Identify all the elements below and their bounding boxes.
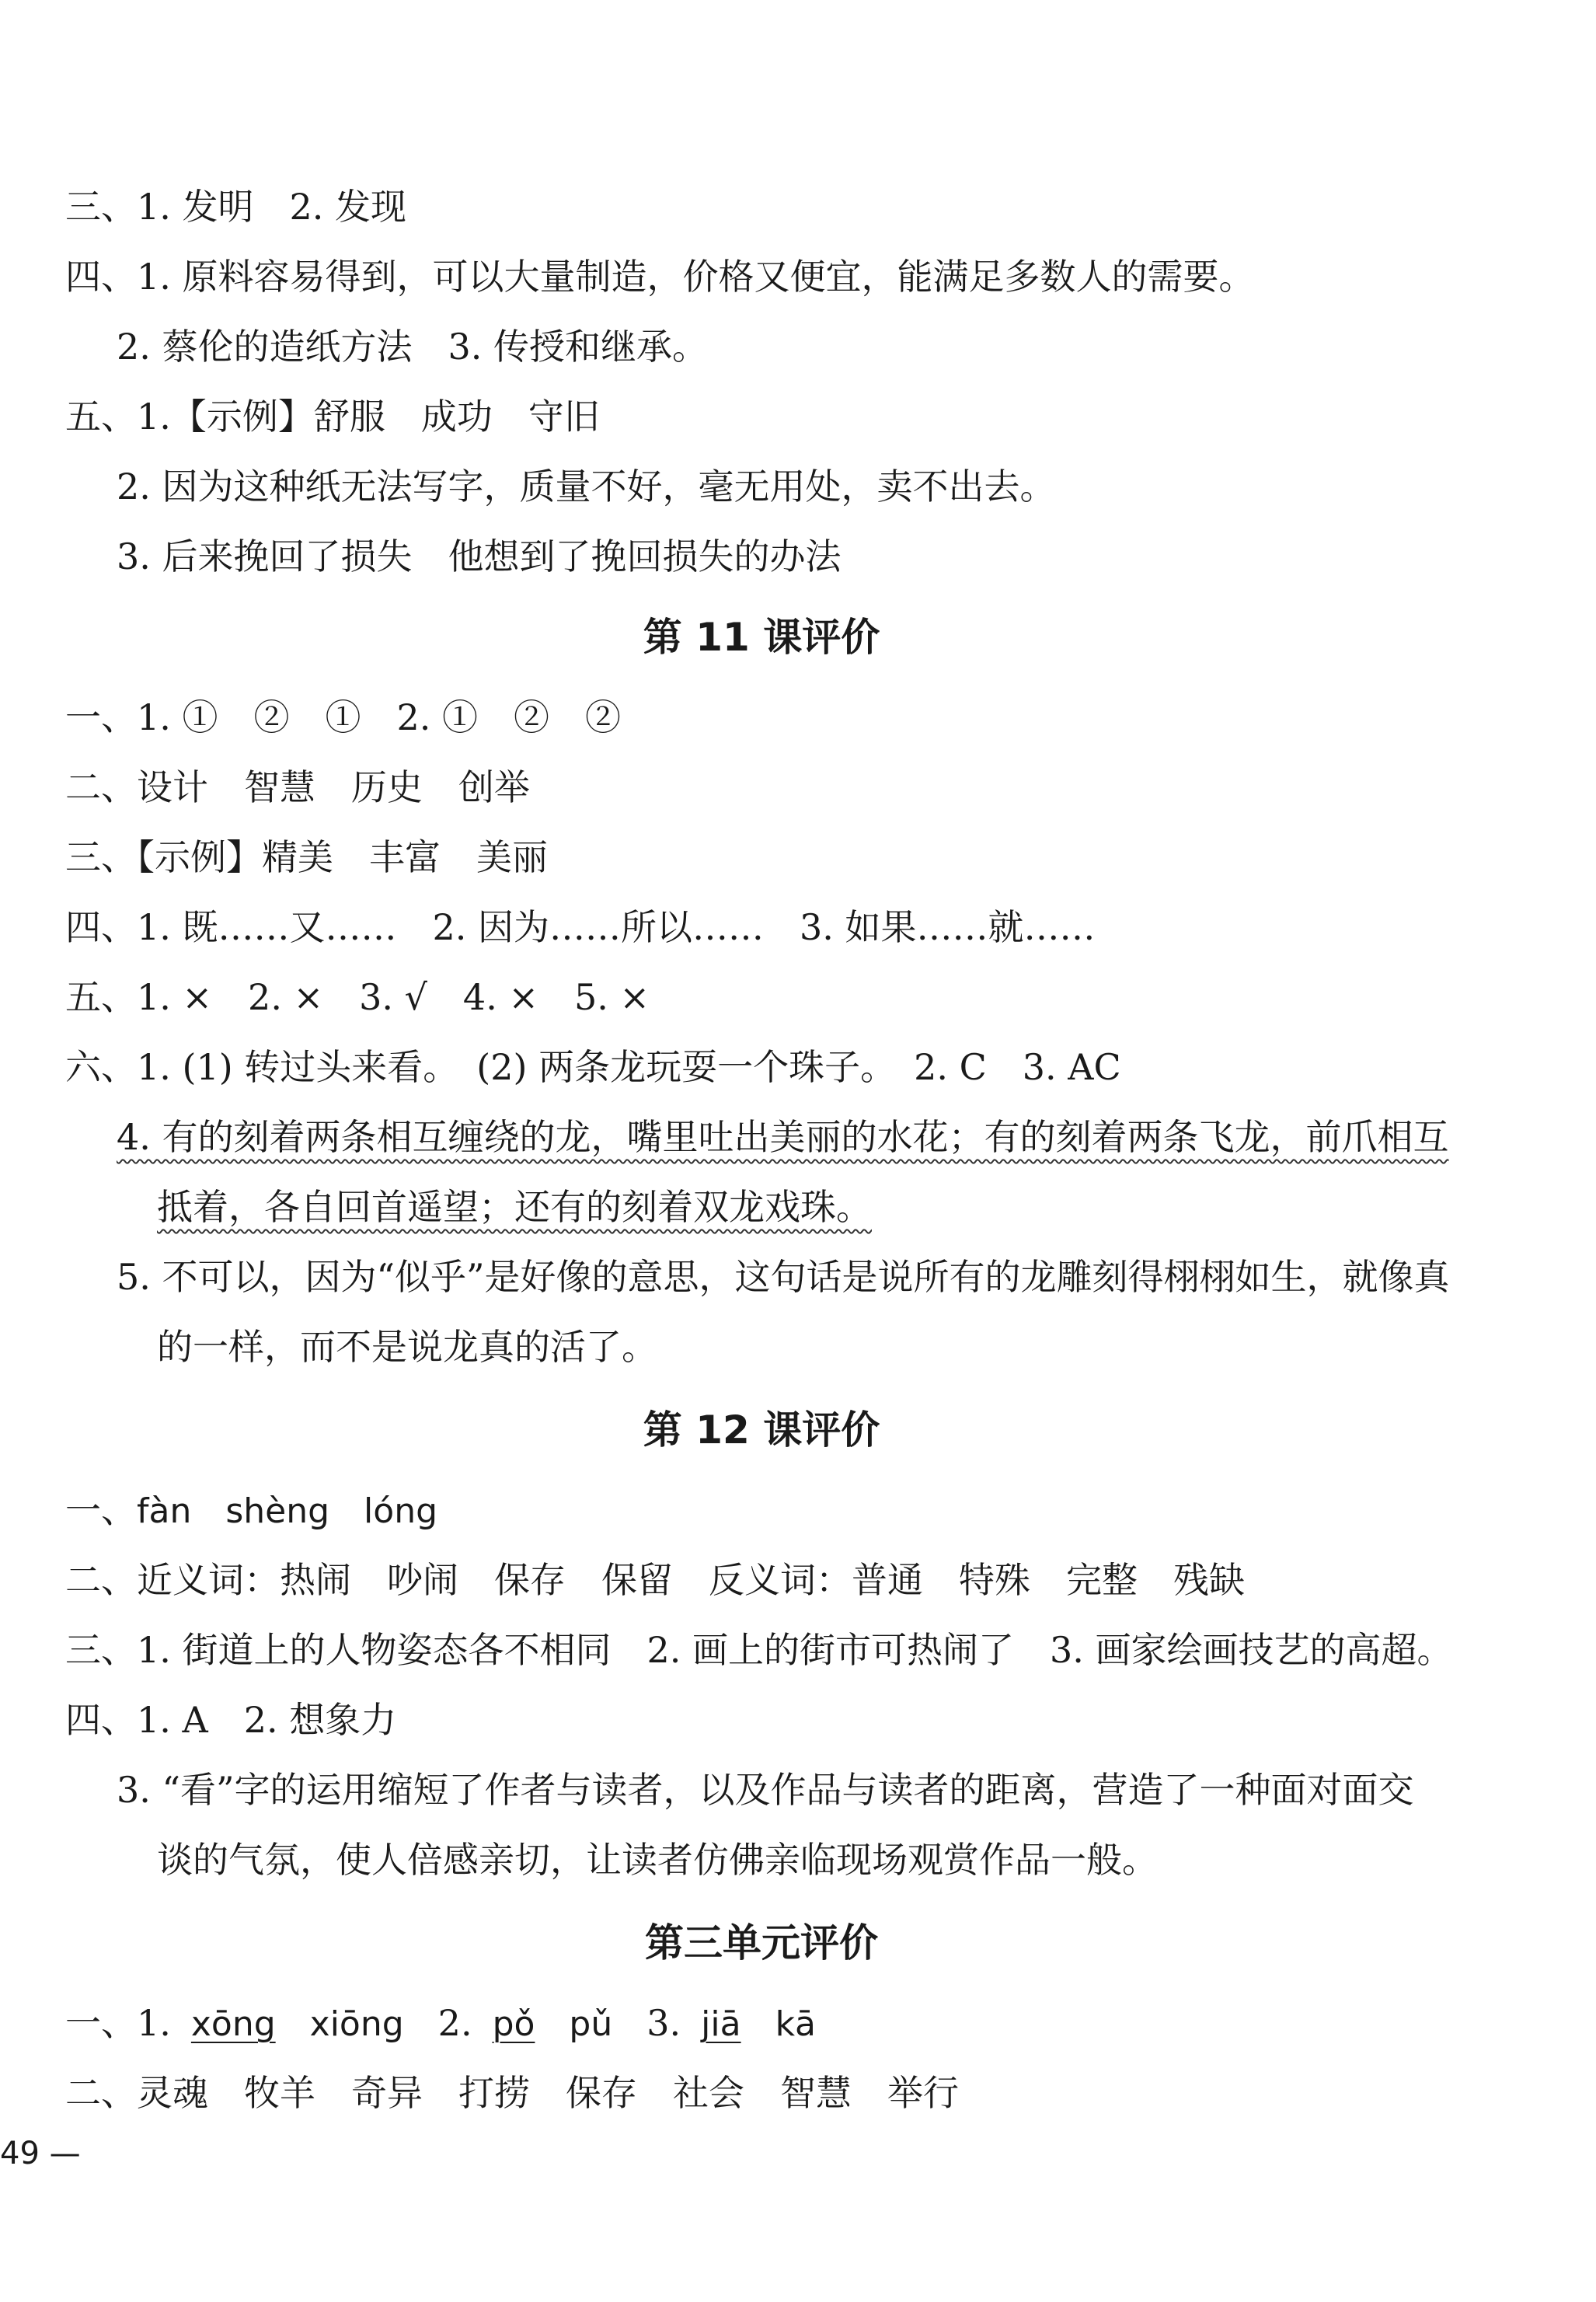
answer-line: 的一样，而不是说龙真的活了。 xyxy=(157,1326,657,1368)
item-number: 2. xyxy=(437,2002,472,2044)
answer-line: 二、近义词：热闹 吵闹 保存 保留 反义词：普通 特殊 完整 残缺 xyxy=(65,1559,1245,1601)
item-prefix: 一、 xyxy=(65,1489,137,1531)
answer-line: 四、1. 既……又…… 2. 因为……所以…… 3. 如果……就…… xyxy=(65,906,1096,948)
answer-line: 四、1. 原料容易得到，可以大量制造，价格又便宜，能满足多数人的需要。 xyxy=(65,256,1255,298)
pinyin-answer-line xyxy=(65,1487,437,1535)
pinyin-fan: fàn xyxy=(137,1491,192,1531)
answer-line: 三、1. 街道上的人物姿态各不相同 2. 画上的街市可热闹了 3. 画家绘画技艺的高超。 xyxy=(65,1629,1453,1671)
answer-line: 四、1. A 2. 想象力 xyxy=(65,1699,397,1741)
answer-line: 三、1. 发明 2. 发现 xyxy=(65,186,407,228)
pinyin-sheng: shèng xyxy=(225,1491,330,1531)
underlined-answer-line: 4. 有的刻着两条相互缠绕的龙，嘴里吐出美丽的水花；有的刻着两条飞龙，前爪相互 xyxy=(117,1116,1449,1158)
answer-line: 三、【示例】精美 丰富 美丽 xyxy=(65,836,548,878)
section-title-unit-3: 第三单元评价 xyxy=(645,1920,878,1965)
pinyin-ka: kā xyxy=(775,2004,817,2044)
section-title-lesson-12: 第 12 课评价 xyxy=(643,1407,880,1453)
item-prefix: 一、1. xyxy=(65,2002,171,2044)
answer-line: 五、1.【示例】舒服 成功 守旧 xyxy=(65,396,600,438)
pinyin-xiong: xiōng xyxy=(309,2004,404,2044)
pinyin-pu: pǔ xyxy=(569,2004,613,2044)
underlined-answer-line: 抵着，各自回首遥望；还有的刻着双龙戏珠。 xyxy=(157,1186,872,1228)
answer-line: 3. “看”字的运用缩短了作者与读者，以及作品与读者的距离，营造了一种面对面交 xyxy=(117,1769,1414,1811)
section-title-lesson-11: 第 11 课评价 xyxy=(643,615,880,660)
answer-line: 谈的气氛，使人倍感亲切，让读者仿佛亲临现场观赏作品一般。 xyxy=(157,1839,1158,1881)
item-number: 3. xyxy=(646,2002,681,2044)
answer-line: 六、1. (1) 转过头来看。 (2) 两条龙玩耍一个珠子。 2. C 3. AC xyxy=(65,1046,1121,1088)
answer-line: 3. 后来挽回了损失 他想到了挽回损失的办法 xyxy=(117,535,842,577)
answer-line: 2. 因为这种纸无法写字，质量不好，毫无用处，卖不出去。 xyxy=(117,466,1056,507)
answer-line: 2. 蔡伦的造纸方法 3. 传授和继承。 xyxy=(117,326,709,368)
pinyin-long: lóng xyxy=(364,1491,438,1531)
pinyin-answer-line xyxy=(65,2000,816,2048)
answer-line: 5. 不可以，因为“似乎”是好像的意思，这句话是说所有的龙雕刻得栩栩如生，就像真 xyxy=(117,1256,1450,1298)
answer-line: 二、灵魂 牧羊 奇异 打捞 保存 社会 智慧 举行 xyxy=(65,2072,959,2114)
answer-line: 一、1. ① ② ① 2. ① ② ② xyxy=(65,696,622,738)
pinyin-xong: xōng xyxy=(190,2004,276,2044)
pinyin-jia: jiā xyxy=(701,2004,741,2044)
answer-line: 二、设计 智慧 历史 创举 xyxy=(65,766,530,808)
page-number: 49 — xyxy=(0,2136,81,2171)
answer-line: 五、1. × 2. × 3. √ 4. × 5. × xyxy=(65,976,650,1018)
pinyin-po: pǒ xyxy=(492,2004,535,2044)
